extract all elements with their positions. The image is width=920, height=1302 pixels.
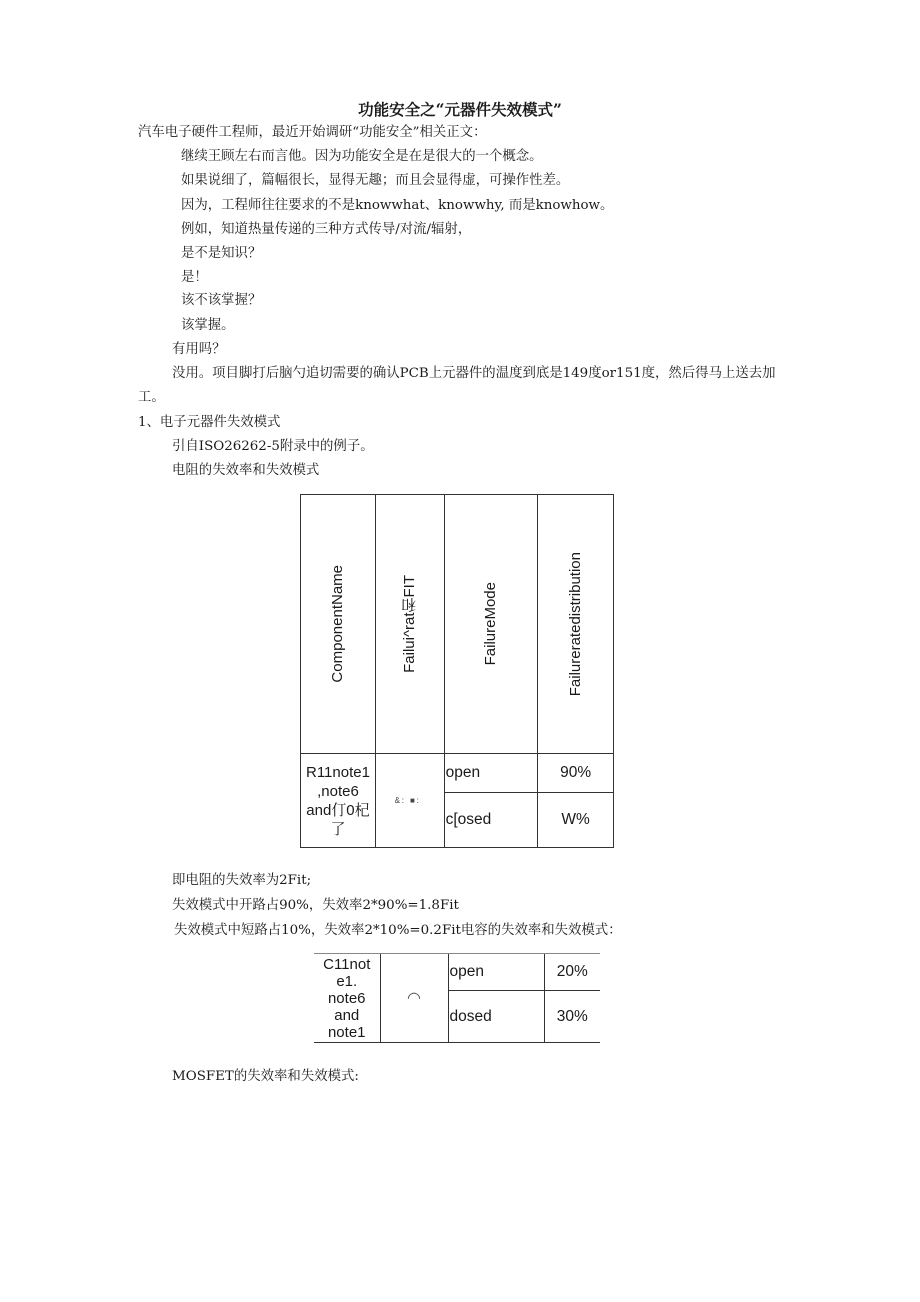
failure-mode-cell: open — [448, 954, 544, 991]
component-line: note1 — [327, 1023, 366, 1041]
header-cell — [444, 495, 538, 754]
intro-line: 汽车电子硬件工程师，最近开始调研“功能安全”相关正文： — [138, 125, 487, 140]
component-line: note6 — [327, 989, 366, 1007]
section-heading: 1、电子元器件失效模式 — [138, 415, 281, 430]
header-cell — [375, 495, 444, 754]
component-name-cell — [301, 754, 376, 848]
paragraph: 是不是知识？ — [181, 246, 262, 261]
header-cell — [301, 495, 376, 754]
table-header-row — [301, 495, 614, 754]
paragraph: 例如，知道热量传递的三种方式传导/对流/辐射， — [181, 222, 472, 237]
paragraph: 该掌握。 — [181, 318, 235, 333]
header-failure-distribution: Failureratedistribution — [567, 551, 585, 697]
answer-line: 没用。项目脚打后脑勺追切需要的确认PCB上元器件的温度到底是149度or151度，然后得马上送去加 — [172, 366, 776, 381]
component-line: 了 — [330, 820, 346, 838]
header-failure-mode: FailureMode — [482, 582, 500, 666]
header-component-name: ComponentName — [329, 565, 347, 683]
failure-mode-cell: c[osed — [444, 793, 538, 848]
header-cell — [538, 495, 614, 754]
failure-mode-cell: open — [444, 754, 538, 793]
paragraph: 因为，工程师往往要求的不是knowwhat、knowwhy, 而是knowhow。 — [181, 198, 614, 213]
failure-mode-cell: dosed — [448, 991, 544, 1043]
calc-line: 失效模式中开路占90%，失效率2*90%=1.8Fit — [172, 898, 459, 913]
distribution-cell: 20% — [544, 954, 600, 991]
distribution-cell: 30% — [544, 991, 600, 1043]
failure-rate-cell: &：■： — [375, 754, 444, 848]
component-name-cell — [314, 954, 380, 1043]
calc-line: 失效模式中短路占10%，失效率2*10%=0.2Fit电容的失效率和失效模式： — [174, 923, 622, 938]
citation-line: 引自ISO26262-5附录中的例子。 — [172, 439, 374, 454]
paragraph: 继续王顾左右而言他。因为功能安全是在是很大的一个概念。 — [181, 149, 543, 164]
component-line: and仃0杞 — [306, 801, 370, 819]
paragraph: 如果说细了，篇幅很长，显得无趣；而且会显得虚，可操作性差。 — [181, 173, 570, 188]
calc-line: 即电阻的失效率为2Fit; — [172, 873, 312, 888]
answer-line-continued: 工。 — [138, 390, 165, 405]
component-line: e1. — [336, 972, 358, 990]
component-line: R11note1 — [305, 763, 370, 781]
distribution-cell: W% — [538, 793, 614, 848]
question-useful: 有用吗？ — [172, 342, 226, 357]
resistor-caption: 电阻的失效率和失效模式 — [172, 463, 320, 478]
table-row — [314, 954, 600, 991]
paragraph: 是！ — [181, 270, 208, 285]
distribution-cell: 90% — [538, 754, 614, 793]
component-line: C11not — [323, 955, 371, 973]
resistor-failure-table — [300, 494, 614, 848]
capacitor-failure-table — [314, 953, 600, 1043]
table-row — [301, 754, 614, 793]
component-line: ,note6 — [317, 782, 359, 800]
capacitor-icon — [380, 954, 448, 1043]
page-title: 功能安全之“元器件失效模式” — [358, 100, 562, 119]
capacitor-glyph: ◠ — [407, 990, 421, 1007]
paragraph: 该不该掌握？ — [181, 293, 262, 308]
mosfet-caption: MOSFET的失效率和失效模式: — [172, 1069, 359, 1084]
header-failure-rate: Failui^rat和FIT — [401, 575, 419, 673]
component-line: and — [334, 1006, 360, 1024]
